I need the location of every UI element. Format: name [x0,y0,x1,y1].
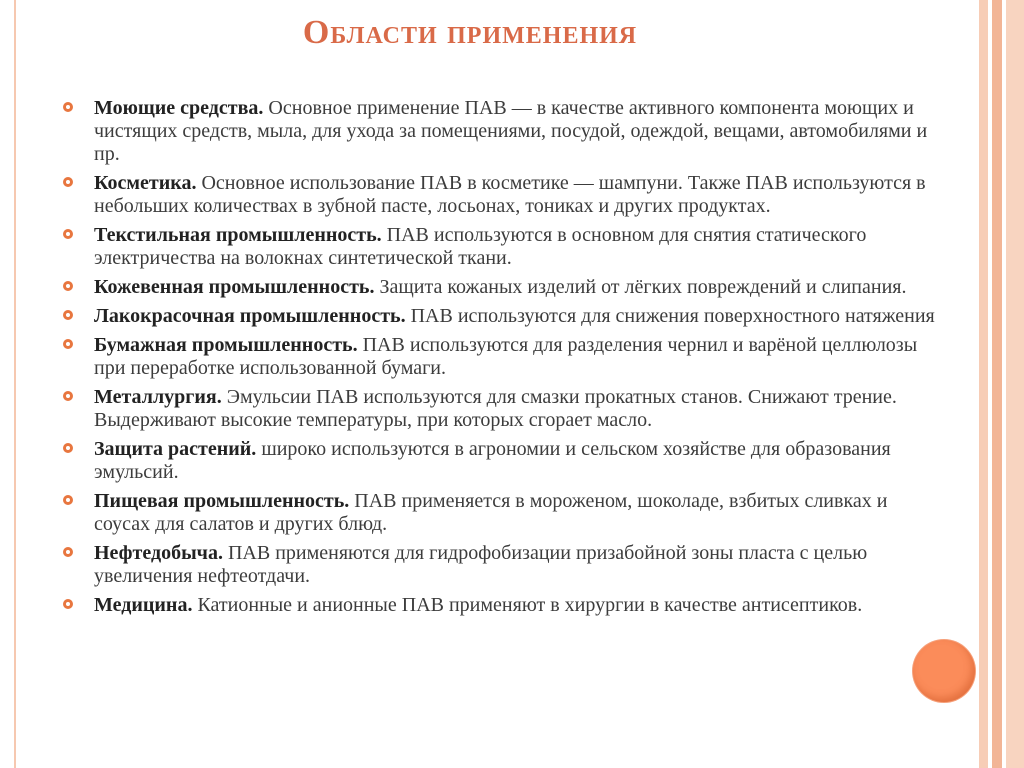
orange-circle-decoration [913,640,975,702]
right-stripe-decoration [992,0,1002,768]
list-item [63,334,943,380]
ring-bullet-icon [63,102,73,112]
list-item [63,224,943,270]
ring-bullet-icon [63,391,73,401]
item-text: Эмульсии ПАВ используются для смазки прокатных станов. Снижают трение. Выдерживают высокие температуры, при которых сгорает масло. [94,386,897,431]
item-term: Пищевая промышленность. [94,490,350,512]
item-term: Бумажная промышленность. [94,334,358,356]
bullet-list [63,97,943,623]
ring-bullet-icon [63,310,73,320]
item-term: Моющие средства. [94,97,264,119]
item-term: Текстильная промышленность. [94,224,382,246]
right-stripe-decoration [979,0,988,768]
item-term: Нефтедобыча. [94,542,223,564]
list-item [63,490,943,536]
right-stripe-decoration [1006,0,1024,768]
item-text: Катионные и анионные ПАВ применяют в хирургии в качестве антисептиков. [192,594,863,616]
ring-bullet-icon [63,229,73,239]
ring-bullet-icon [63,599,73,609]
item-text: ПАВ используются в основном для снятия статического электричества на волокнах синтетической ткани. [94,224,867,269]
item-text: Основное применение ПАВ — в качестве активного компонента моющих и чистящих средств, мыла, для ухода за помещениями, посудой, одеждой, вещами, автомобилями и пр. [94,97,928,165]
list-item [63,276,943,299]
slide-title: Области применения [302,14,638,51]
item-term: Косметика. [94,172,197,194]
list-item [63,438,943,484]
ring-bullet-icon [63,177,73,187]
list-item [63,386,943,432]
ring-bullet-icon [63,495,73,505]
list-item [63,542,943,588]
item-term: Лакокрасочная промышленность. [94,305,406,327]
item-text: широко используются в агрономии и сельском хозяйстве для образования эмульсий. [94,438,891,483]
list-item [63,594,943,617]
item-text: ПАВ используются для снижения поверхностного натяжения [405,305,935,327]
list-item [63,305,943,328]
item-text: Защита кожаных изделий от лёгких повреждений и слипания. [374,276,907,298]
item-text: ПАВ применяются для гидрофобизации призабойной зоны пласта с целью увеличения нефтеотдачи. [94,542,868,587]
ring-bullet-icon [63,281,73,291]
item-term: Защита растений. [94,438,257,460]
item-text: ПАВ используются для разделения чернил и варёной целлюлозы при переработке использованной бумаги. [94,334,918,379]
item-term: Медицина. [94,594,193,616]
item-term: Металлургия. [94,386,222,408]
ring-bullet-icon [63,547,73,557]
item-text: ПАВ применяется в мороженом, шоколаде, взбитых сливках и соусах для салатов и других блюд. [94,490,888,535]
left-border-line [14,0,16,768]
item-term: Кожевенная промышленность. [94,276,375,298]
ring-bullet-icon [63,443,73,453]
ring-bullet-icon [63,339,73,349]
list-item [63,172,943,218]
list-item [63,97,943,166]
item-text: Основное использование ПАВ в косметике — шампуни. Также ПАВ используются в небольших количествах в зубной пасте, лосьонах, тониках и других продуктах. [94,172,926,217]
